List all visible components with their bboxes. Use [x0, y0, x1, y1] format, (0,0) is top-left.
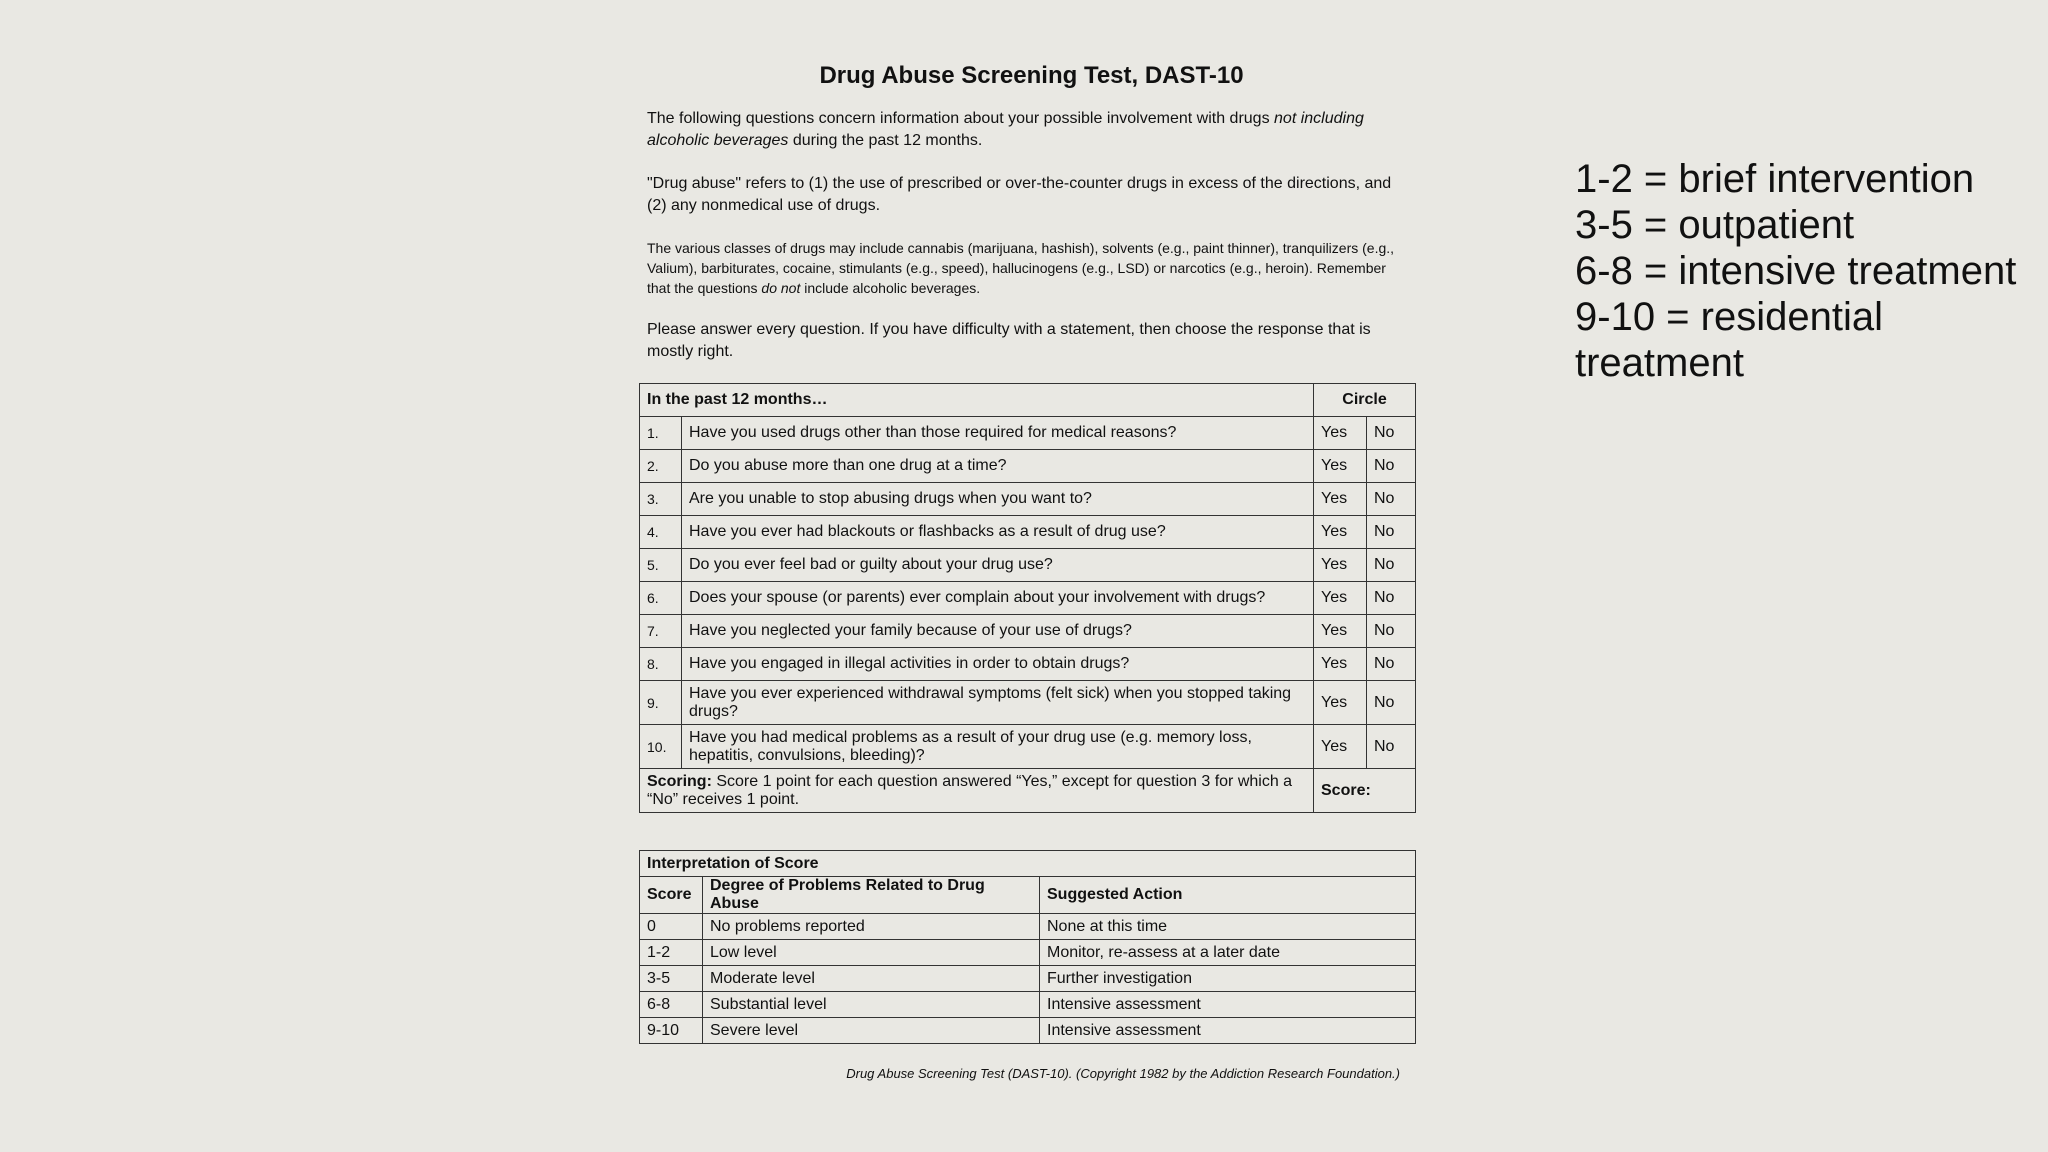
- table-row: [640, 992, 1416, 1018]
- interp-header-score: Score: [640, 877, 703, 914]
- question-text: Do you abuse more than one drug at a time?: [682, 450, 1314, 483]
- interp-header-degree: Degree of Problems Related to Drug Abuse: [703, 877, 1040, 914]
- scoring-instructions: Scoring: Score 1 point for each question answered “Yes,” except for question 3 for which a “No” receives 1 point.: [640, 769, 1314, 813]
- interpretation-title: Interpretation of Score: [640, 851, 1416, 877]
- yes-option[interactable]: Yes: [1314, 417, 1367, 450]
- question-number: 7.: [640, 615, 682, 648]
- table-row: [640, 417, 1416, 450]
- question-text: Have you had medical problems as a result of your drug use (e.g. memory loss, hepatitis, convulsions, bleeding)?: [682, 725, 1314, 769]
- question-text: Have you used drugs other than those required for medical reasons?: [682, 417, 1314, 450]
- interpretation-header-row: [640, 877, 1416, 914]
- interp-degree: No problems reported: [703, 914, 1040, 940]
- yes-option[interactable]: Yes: [1314, 549, 1367, 582]
- yes-option[interactable]: Yes: [1314, 483, 1367, 516]
- side-note-1: 1-2 = brief intervention: [1575, 157, 1975, 201]
- side-note-3: 6-8 = intensive treatment: [1575, 249, 2017, 293]
- interp-header-action: Suggested Action: [1040, 877, 1416, 914]
- side-notes: [1575, 156, 2035, 386]
- no-option[interactable]: No: [1367, 417, 1416, 450]
- interp-action: Monitor, re-assess at a later date: [1040, 940, 1416, 966]
- table-row: [640, 1018, 1416, 1044]
- question-number: 5.: [640, 549, 682, 582]
- questions-header-row: [640, 384, 1416, 417]
- table-row: [640, 450, 1416, 483]
- no-option[interactable]: No: [1367, 549, 1416, 582]
- no-option[interactable]: No: [1367, 615, 1416, 648]
- interp-degree: Moderate level: [703, 966, 1040, 992]
- table-row: [640, 725, 1416, 769]
- yes-option[interactable]: Yes: [1314, 516, 1367, 549]
- interp-score: 9-10: [640, 1018, 703, 1044]
- table-row: [640, 483, 1416, 516]
- scoring-row: [640, 769, 1416, 813]
- intro-paragraph-1: The following questions concern information about your possible involvement with drugs not including alcoholic beverages during the past 12 months.: [647, 110, 1364, 149]
- questions-header-left: In the past 12 months…: [640, 384, 1314, 417]
- question-number: 6.: [640, 582, 682, 615]
- questions-header-circle: Circle: [1314, 384, 1416, 417]
- table-row: [640, 516, 1416, 549]
- question-number: 10.: [640, 725, 682, 769]
- dast-document: [639, 62, 1416, 1081]
- interp-score: 1-2: [640, 940, 703, 966]
- intro-paragraph-4: Please answer every question. If you have difficulty with a statement, then choose the response that is mostly right.: [647, 321, 1371, 360]
- interp-degree: Substantial level: [703, 992, 1040, 1018]
- interp-score: 3-5: [640, 966, 703, 992]
- no-option[interactable]: No: [1367, 483, 1416, 516]
- question-number: 4.: [640, 516, 682, 549]
- side-note-4: 9-10 = residential treatment: [1575, 295, 1883, 385]
- interpretation-title-row: [640, 851, 1416, 877]
- table-row: [640, 966, 1416, 992]
- question-text: Have you ever had blackouts or flashbacks as a result of drug use?: [682, 516, 1314, 549]
- no-option[interactable]: No: [1367, 582, 1416, 615]
- question-number: 3.: [640, 483, 682, 516]
- interp-score: 6-8: [640, 992, 703, 1018]
- yes-option[interactable]: Yes: [1314, 725, 1367, 769]
- question-text: Have you engaged in illegal activities in order to obtain drugs?: [682, 648, 1314, 681]
- no-option[interactable]: No: [1367, 648, 1416, 681]
- question-text: Have you ever experienced withdrawal symptoms (felt sick) when you stopped taking drugs?: [682, 681, 1314, 725]
- table-row: [640, 549, 1416, 582]
- score-field[interactable]: Score:: [1314, 769, 1416, 813]
- question-number: 9.: [640, 681, 682, 725]
- yes-option[interactable]: Yes: [1314, 615, 1367, 648]
- interp-action: None at this time: [1040, 914, 1416, 940]
- table-row: [640, 681, 1416, 725]
- table-row: [640, 940, 1416, 966]
- table-row: [640, 914, 1416, 940]
- interp-score: 0: [640, 914, 703, 940]
- intro-paragraph-2: "Drug abuse" refers to (1) the use of prescribed or over-the-counter drugs in excess of the directions, and (2) any nonmedical use of drugs.: [647, 175, 1392, 214]
- yes-option[interactable]: Yes: [1314, 582, 1367, 615]
- interp-degree: Severe level: [703, 1018, 1040, 1044]
- interpretation-table: [639, 850, 1416, 1044]
- yes-option[interactable]: Yes: [1314, 648, 1367, 681]
- question-number: 2.: [640, 450, 682, 483]
- interp-action: Intensive assessment: [1040, 1018, 1416, 1044]
- side-note-2: 3-5 = outpatient: [1575, 203, 1855, 247]
- table-row: [640, 648, 1416, 681]
- question-text: Does your spouse (or parents) ever complain about your involvement with drugs?: [682, 582, 1314, 615]
- interp-action: Further investigation: [1040, 966, 1416, 992]
- table-row: [640, 615, 1416, 648]
- no-option[interactable]: No: [1367, 450, 1416, 483]
- question-text: Have you neglected your family because of your use of drugs?: [682, 615, 1314, 648]
- interp-degree: Low level: [703, 940, 1040, 966]
- questions-table: [639, 383, 1416, 813]
- copyright-footer: Drug Abuse Screening Test (DAST-10). (Copyright 1982 by the Addiction Research Foundation.): [846, 1066, 1400, 1081]
- yes-option[interactable]: Yes: [1314, 681, 1367, 725]
- question-text: Are you unable to stop abusing drugs when you want to?: [682, 483, 1314, 516]
- table-row: [640, 582, 1416, 615]
- page-title: Drug Abuse Screening Test, DAST-10: [819, 62, 1244, 89]
- question-number: 8.: [640, 648, 682, 681]
- question-number: 1.: [640, 417, 682, 450]
- interp-action: Intensive assessment: [1040, 992, 1416, 1018]
- no-option[interactable]: No: [1367, 725, 1416, 769]
- no-option[interactable]: No: [1367, 681, 1416, 725]
- question-text: Do you ever feel bad or guilty about your drug use?: [682, 549, 1314, 582]
- yes-option[interactable]: Yes: [1314, 450, 1367, 483]
- intro-paragraph-3: The various classes of drugs may include cannabis (marijuana, hashish), solvents (e.g., paint thinner), tranquilizers (e.g., Valium), barbiturates, cocaine, stimulants (e.g., speed), hallucinogens (e.g., LSD) or narcotics (e.g., heroin). Remember that the questions do not include alcoholic beverages.: [647, 240, 1395, 296]
- no-option[interactable]: No: [1367, 516, 1416, 549]
